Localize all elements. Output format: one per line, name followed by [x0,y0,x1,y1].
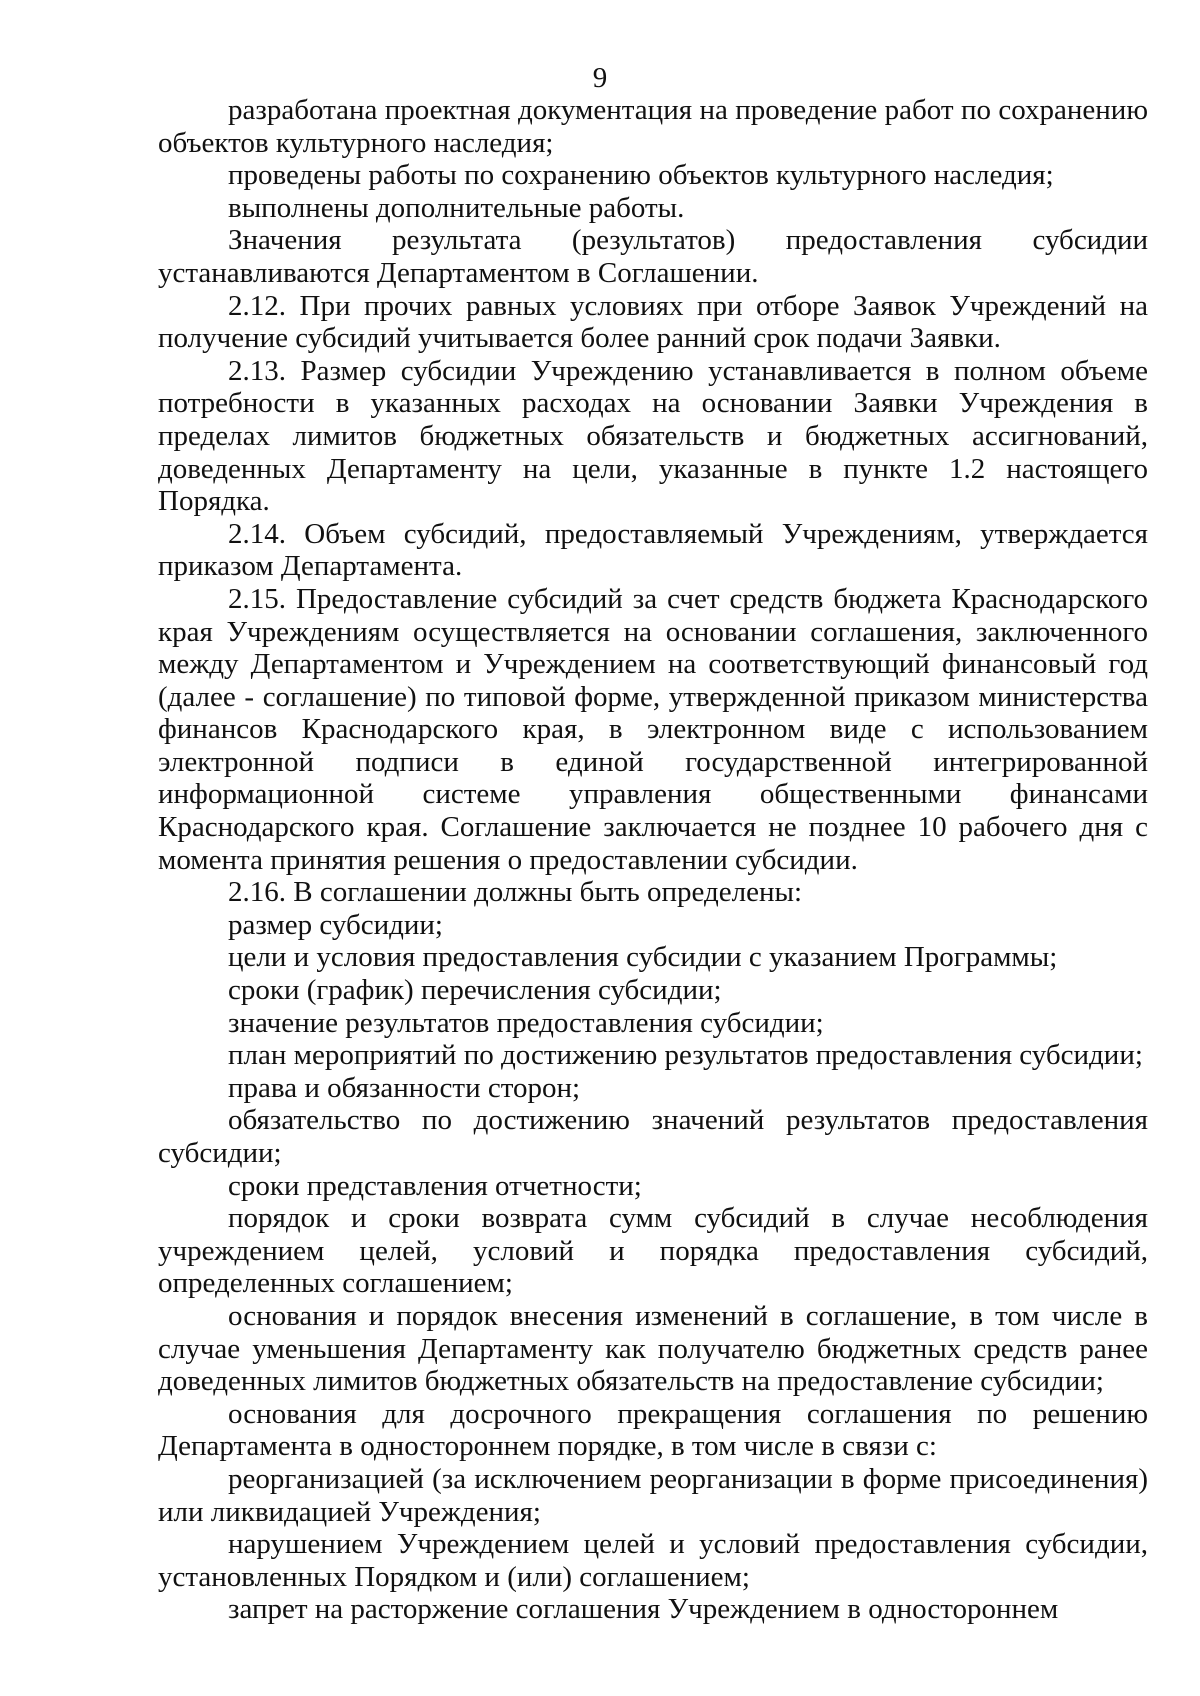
list-item: сроки (график) перечисления субсидии; [228,974,722,1007]
list-item: нарушением Учреждением целей и условий предоставления субсидии, установленных Порядком и (или) соглашением; [158,1528,1148,1593]
list-item: основания и порядок внесения изменений в соглашение, в том числе в случае уменьшения Департаменту как получателю бюджетных средств ранее доведенных лимитов бюджетных обязательств на предоставление субсидии; [158,1299,1148,1398]
list-item: размер субсидии; [228,908,443,941]
paragraph-2-13: 2.13. Размер субсидии Учреждению устанавливается в полном объеме потребности в указанных расходах на основании Заявки Учреждения в пределах лимитов бюджетных обязательств и бюджетных ассигнований, доведенных Департаменту на цели, указанные в пункте 1.2 настоящего Порядка. [158,354,1148,518]
list-item: обязательство по достижению значений результатов предоставления субсидии; [158,1104,1148,1169]
list-item: реорганизацией (за исключением реорганизации в форме присоединения) или ликвидацией Учреждения; [158,1462,1148,1528]
paragraph-2-14: 2.14. Объем субсидий, предоставляемый Учреждениям, утверждается приказом Департамента. [158,517,1148,583]
list-item: основания для досрочного прекращения соглашения по решению Департамента в одностороннем порядке, в том числе в связи с: [158,1397,1148,1463]
paragraph-2-16: 2.16. В соглашении должны быть определены: [228,876,803,909]
list-item: цели и условия предоставления субсидии с указанием Программы; [228,941,1058,974]
paragraph: разработана проектная документация на проведение работ по сохранению объектов культурного наследия; [158,94,1148,159]
paragraph: Значения результата (результатов) предоставления субсидии устанавливаются Департаментом в Соглашении. [158,224,1148,289]
paragraph-2-15: 2.15. Предоставление субсидий за счет средств бюджета Краснодарского края Учреждениям осуществляется на основании соглашения, заключенного между Департаментом и Учреждением на соответствующий финансовый год (далее - соглашение) по типовой форме, утвержденной приказом министерства финансов Краснодарского края, в электронном виде с использованием электронной подписи в единой государственной интегрированной информационной системе управления общественными финансами Краснодарского края. Соглашение заключается не позднее 10 рабочего дня с момента принятия решения о предоставлении субсидии. [158,582,1148,876]
list-item: порядок и сроки возврата сумм субсидий в случае несоблюдения учреждением целей, условий и порядка предоставления субсидий, определенных соглашением; [158,1202,1148,1300]
list-item: запрет на расторжение соглашения Учреждением в одностороннем [228,1593,1059,1626]
document-body [158,94,1148,1626]
paragraph-2-12: 2.12. При прочих равных условиях при отборе Заявок Учреждений на получение субсидий учитывается более ранний срок подачи Заявки. [158,289,1148,355]
list-item: права и обязанности сторон; [228,1071,581,1104]
list-item: сроки представления отчетности; [228,1169,642,1202]
page-number: 9 [592,62,608,94]
list-item: значение результатов предоставления субсидии; [228,1006,824,1039]
list-item: план мероприятий по достижению результатов предоставления субсидии; [228,1039,1143,1072]
paragraph: проведены работы по сохранению объектов культурного наследия; [228,159,1054,192]
paragraph: выполнены дополнительные работы. [228,191,685,224]
